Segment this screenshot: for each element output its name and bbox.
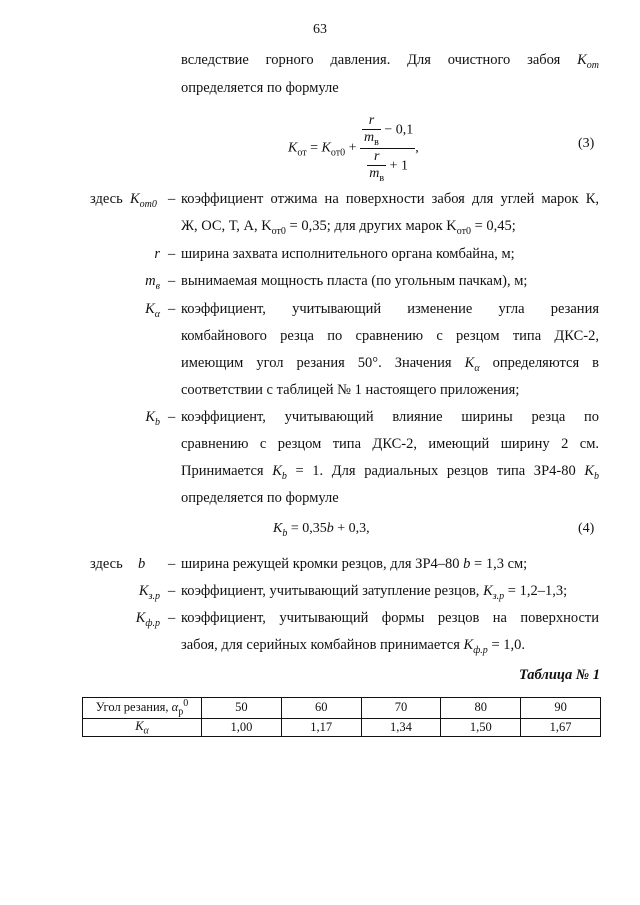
def-text: коэффициент, учитывающий затупление резцов, $K_{з.р} = 1,2-1,3$; <box>181 583 568 602</box>
formula-3: $K_{от} = K_{от0}$ + $\frac{r}{m_в}$ − 0,1 $\frac{r}{m_в}$ + 1 , <box>288 113 419 184</box>
main-fraction: $\frac{r}{m_в}$ − 0,1 $\frac{r}{m_в}$ + 1 <box>360 113 415 184</box>
def-dash: – <box>168 583 176 599</box>
table-row <box>83 718 601 737</box>
def-text: коэффициент, учитывающий влияние ширины резца по <box>181 409 599 425</box>
def-dash: – <box>168 191 176 207</box>
def-text: коэффициент, учитывающий изменение угла резания <box>181 301 599 317</box>
def-text: коэффициент, учитывающий формы резцов на поверхности <box>181 610 599 626</box>
angle-table <box>82 697 601 737</box>
def-text: Принимается $K_b = 1$. Для радиальных резцов типа ЗР4-80 $K_b$ <box>181 463 600 482</box>
def-text: соответствии с таблицей № 1 настоящего приложения; <box>181 382 520 398</box>
def-text: коэффициент отжима на поверхности забоя для углей марок К, <box>181 191 599 207</box>
para-line-1 <box>181 52 599 71</box>
def-dash: – <box>168 246 176 262</box>
def-symbol-k-zr: $K_{з.р}$ <box>138 583 160 602</box>
def-symbol-r: r <box>154 246 160 262</box>
def-symbol-k-alpha: $K_\alpha$ <box>145 301 160 320</box>
table-caption: Таблица № 1 <box>518 667 600 683</box>
def-text: ширина режущей кромки резцов, для ЗР4–80 b = 1,3 см; <box>181 556 528 572</box>
table-row <box>83 698 601 719</box>
table-cell: 1,67 <box>521 718 601 737</box>
table-cell: 60 <box>281 698 361 719</box>
def-prefix: здесь <box>90 556 123 572</box>
def-text: определяется по формуле <box>181 490 339 506</box>
def-text: имеющим угол резания 50°. Значения $K_\alpha$ определяются в <box>181 355 600 374</box>
denominator-fraction: $\frac{r}{m_в}$ <box>369 148 385 184</box>
def-text: ширина захвата исполнительного органа комбайна, м; <box>181 246 515 262</box>
table-cell: 1,00 <box>202 718 282 737</box>
def-dash: – <box>168 610 176 626</box>
table-cell: 1,34 <box>361 718 441 737</box>
def-text: вынимаемая мощность пласта (по угольным пачкам), м; <box>181 273 528 289</box>
def-text: забоя, для серийных комбайнов принимается $K_{ф.р} = 1,0$. <box>181 637 525 656</box>
table-cell: 80 <box>441 698 521 719</box>
def-dash: – <box>168 409 176 425</box>
def-symbol-k-fr: $K_{ф.р}$ <box>135 610 160 629</box>
para-text: вследствие горного давления. Для очистного забоя <box>181 52 561 68</box>
formula-3-number: (3) <box>578 136 595 151</box>
def-text: сравнению с резцом типа ДКС-2, имеющий ширину 2 см. <box>181 436 599 452</box>
def-symbol-b: b <box>138 556 146 572</box>
k-symbol: $K_{от}$ <box>577 52 599 71</box>
def-symbol-m: $m_в$ <box>145 273 160 292</box>
table-cell: 50 <box>202 698 282 719</box>
table-cell: 1,50 <box>441 718 521 737</box>
def-symbol-k-b: $K_b$ <box>145 409 160 428</box>
table-cell: 1,17 <box>281 718 361 737</box>
para-line-2: определяется по формуле <box>181 80 339 96</box>
def-text: Ж, ОС, Т, А, $K_{от0} = 0,35$; для других марок $K_{от0} = 0,45$; <box>181 218 516 237</box>
def-dash: – <box>168 556 176 572</box>
page-number: 63 <box>313 22 327 37</box>
def-dash: – <box>168 301 176 317</box>
table-cell: 90 <box>521 698 601 719</box>
def-symbol-k-ot0: $K_{от0}$ <box>130 191 157 210</box>
table-header-cell: $K_\alpha$ <box>83 718 202 737</box>
def-text: комбайнового резца по сравнению с резцом типа ДКС-2, <box>181 328 599 344</box>
numerator-fraction: $\frac{r}{m_в}$ <box>364 113 379 148</box>
formula-4: $K_b = 0,35b + 0,3$, <box>273 521 370 539</box>
def-prefix: здесь <box>90 191 123 207</box>
formula-4-number: (4) <box>578 521 595 536</box>
table-header-cell: Угол резания, $\alpha_р^0$ <box>83 698 202 719</box>
def-dash: – <box>168 273 176 289</box>
table-cell: 70 <box>361 698 441 719</box>
